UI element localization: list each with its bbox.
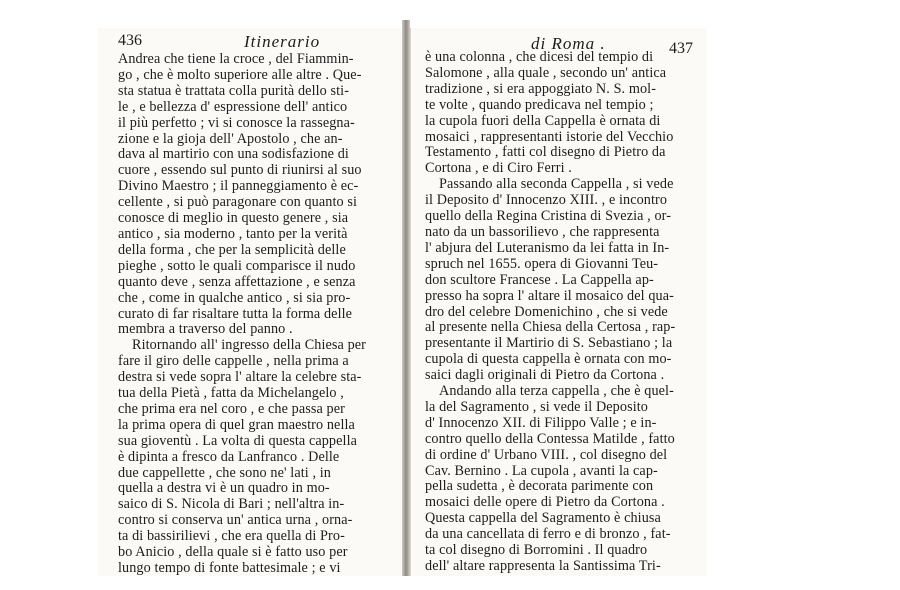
text-line: è una colonna , che dicesi del tempio di bbox=[425, 49, 654, 65]
text-line: Cortona , e di Ciro Ferri . bbox=[425, 160, 572, 177]
right-page bbox=[410, 28, 707, 576]
text-line: presentante il Martirio di S. Sebastiano ; la bbox=[425, 335, 673, 352]
text-line: nato da un bassorilievo , che rappresenta bbox=[425, 223, 660, 240]
text-line: zione e la gioja dell' Apostolo , che an- bbox=[118, 130, 343, 147]
right-running-head: di Roma . bbox=[531, 34, 606, 53]
text-line: cellente , si può paragonare con quanto si bbox=[118, 194, 357, 211]
text-line: sua gioventù . La volta di questa cappella bbox=[118, 432, 358, 449]
text-line: quanto deve , senza affettazione , e senza bbox=[118, 273, 356, 290]
text-line: le , e bellezza d' espressione dell' antico bbox=[118, 98, 348, 115]
text-line: ta col disegno di Borromini . Il quadro bbox=[425, 542, 648, 559]
book-gutter bbox=[402, 20, 410, 576]
text-line: cupola di questa cappella è ornata con mo- bbox=[425, 351, 672, 368]
text-line: contro quello della Contessa Matilde , fatto bbox=[425, 430, 675, 447]
left-page-header bbox=[98, 28, 402, 52]
text-line: Cav. Bernino . La cupola , avanti la cap- bbox=[425, 462, 658, 479]
text-line: dell' altare rappresenta la Santissima Tri- bbox=[425, 558, 661, 574]
text-line: antico , sia moderno , tanto per la verità bbox=[118, 225, 348, 242]
text-line: go , che è molto superiore alle altre . Que- bbox=[118, 66, 362, 83]
text-line: Andrea che tiene la croce , del Fiammin- bbox=[118, 51, 354, 67]
text-line: saico di S. Nicola di Bari ; nell'altra in- bbox=[118, 496, 345, 513]
left-running-head: Itinerario bbox=[244, 32, 321, 51]
right-page-text bbox=[425, 50, 697, 575]
text-line: destra si vede sopra l' altare la celebre sta- bbox=[118, 369, 362, 386]
text-line: quello della Regina Cristina di Svezia , or- bbox=[425, 208, 672, 225]
text-line: che , come in qualche antico , si sia pro- bbox=[118, 289, 351, 306]
text-line: la prima opera di quel gran maestro nella bbox=[118, 416, 355, 433]
text-line: pella sudetta , è decorata parimente con bbox=[425, 478, 654, 495]
text-line: pieghe , sotto le quali comparisce il nudo bbox=[118, 257, 356, 274]
left-page-number: 436 bbox=[118, 32, 142, 49]
text-line: Passando alla seconda Cappella , si vede bbox=[439, 176, 674, 193]
text-line: spruch nel 1655. opera di Giovanni Teu- bbox=[425, 255, 659, 272]
text-line: conosce di meglio in questo genere , sia bbox=[118, 210, 349, 227]
text-line: l' abjura del Luteranismo da lei fatta in In- bbox=[425, 239, 670, 256]
text-line: mosaici delle opere di Pietro da Cortona . bbox=[425, 494, 665, 511]
text-line: contro si conserva un' antica urna , orna- bbox=[118, 512, 353, 529]
left-page bbox=[98, 28, 403, 576]
text-line: Questa cappella del Sagramento è chiusa bbox=[425, 510, 661, 527]
text-line: sta statua è trattata colla purità dello sti- bbox=[118, 82, 350, 99]
text-line: te volte , quando predicava nel tempio ; bbox=[425, 96, 654, 113]
text-line: Ritornando all' ingresso della Chiesa per bbox=[132, 337, 366, 354]
text-line: lungo tempo di fonte battesimale ; e vi bbox=[118, 560, 341, 576]
text-line: Salomone , alla quale , secondo un' antica bbox=[425, 64, 667, 81]
text-line: bo Anicio , della quale si è fatto uso per bbox=[118, 544, 348, 561]
text-line: che prima era nel coro , e che passa per bbox=[118, 400, 345, 417]
right-page-number: 437 bbox=[669, 40, 693, 57]
text-line: don scultore Francese . La Cappella ap- bbox=[425, 271, 654, 288]
text-line: è dipinta a fresco da Lanfranco . Delle bbox=[118, 448, 340, 465]
text-line: tradizione , si era appoggiato N. S. mol- bbox=[425, 80, 657, 97]
text-line: dro del celebre Domenichino , che si vede bbox=[425, 303, 668, 320]
text-line: dava al martirio con una sodisfazione di bbox=[118, 146, 349, 163]
text-line: curato di far risaltare tutta la forma delle bbox=[118, 305, 353, 322]
text-line: fare il giro delle cappelle , nella prima a bbox=[118, 353, 349, 370]
text-line: d' Innocenzo XII. di Filippo Valle ; e in- bbox=[425, 414, 657, 431]
text-line: Andando alla terza cappella , che è quel- bbox=[439, 383, 674, 400]
text-line: presso ha sopra l' altare il mosaico del qua- bbox=[425, 287, 674, 304]
left-page-text bbox=[118, 52, 392, 576]
text-line: membra a traverso del panno . bbox=[118, 321, 293, 338]
text-line: della forma , che per la semplicità delle bbox=[118, 241, 346, 258]
text-line: di ordine d' Urbano VIII. , col disegno del bbox=[425, 446, 668, 463]
text-line: da una cancellata di ferro e di bronzo , fat- bbox=[425, 526, 671, 543]
text-line: saici dagli originali di Pietro da Cortona . bbox=[425, 367, 665, 384]
text-line: quella a destra vi è un quadro in mo- bbox=[118, 480, 330, 497]
text-line: due cappellette , che sono ne' lati , in bbox=[118, 464, 331, 481]
text-line: tua della Pietà , fatta da Michelangelo , bbox=[118, 385, 344, 402]
text-line: Divino Maestro ; il panneggiamento è ec- bbox=[118, 178, 359, 195]
text-line: cuore , essendo sul punto di riunirsi al suo bbox=[118, 162, 362, 179]
text-line: il Deposito d' Innocenzo XIII. , e incontro bbox=[425, 192, 668, 209]
text-line: al presente nella Chiesa della Certosa , rap- bbox=[425, 319, 676, 336]
text-line: mosaici , rappresentanti istorie del Vecchio bbox=[425, 128, 674, 145]
text-line: la del Sagramento , si vede il Deposito bbox=[425, 398, 648, 415]
text-line: Testamento , fatti col disegno di Pietro da bbox=[425, 144, 666, 161]
text-line: la cupola fuori della Cappella è ornata di bbox=[425, 112, 661, 129]
text-line: il più perfetto ; vi si conosce la rassegna- bbox=[118, 114, 355, 131]
text-line: ta di bassirilievi , che era quella di Pro- bbox=[118, 528, 345, 545]
